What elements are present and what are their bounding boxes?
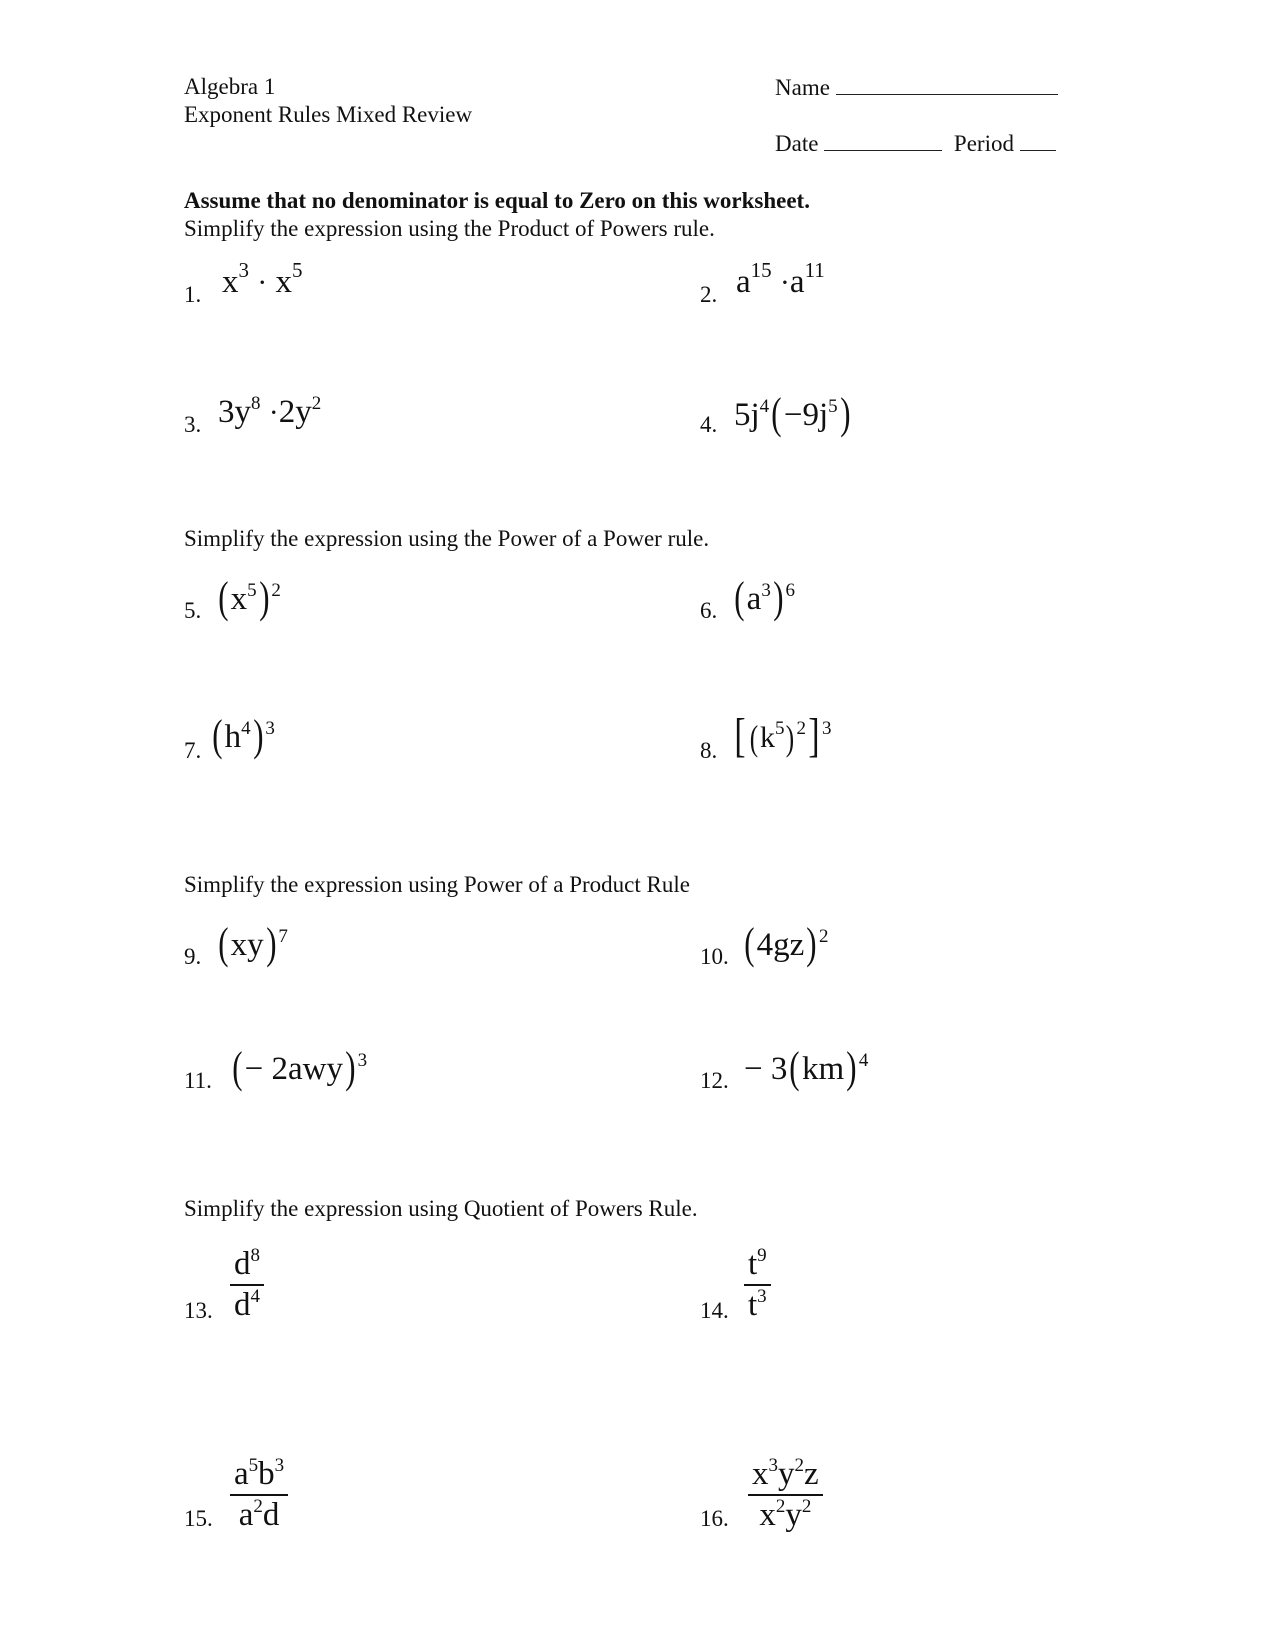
- date-label: Date: [775, 131, 819, 156]
- problem-14-expression: $\frac{t^9}{t^3}$: [744, 1246, 771, 1322]
- date-field[interactable]: [775, 130, 1056, 157]
- problem-11-expression: (− 2awy) $^3$: [232, 1043, 368, 1092]
- problem-2-number: 2.: [700, 282, 718, 307]
- problem-1-number: 1.: [184, 282, 202, 307]
- zero-denominator-notice: Assume that no denominator is equal to Zero on this worksheet.: [184, 188, 810, 213]
- problem-3-number: 3.: [184, 412, 202, 437]
- problem-6-number: 6.: [700, 598, 718, 623]
- problem-9-expression: (xy) $^7$: [218, 919, 288, 968]
- name-blank[interactable]: [836, 74, 1058, 95]
- problem-6-expression: $(a^3)$ $^6$: [734, 573, 795, 622]
- problem-5-expression: $(x^5)$ $^2$: [218, 573, 281, 622]
- problem-16-expression: $\frac{x^3y^2z}{x^2y^2}$: [748, 1456, 823, 1532]
- problem-14-number: 14.: [700, 1298, 729, 1323]
- problem-15-expression: $\frac{a^5b^3}{a^2d}$: [230, 1456, 288, 1532]
- problem-10-number: 10.: [700, 944, 729, 969]
- problem-8-expression: [ $(k^5)^2$] $^3$: [734, 709, 832, 762]
- problem-4-number: 4.: [700, 412, 718, 437]
- problem-11-number: 11.: [184, 1068, 212, 1093]
- problem-13-number: 13.: [184, 1298, 213, 1323]
- problem-1-expression: $x^3 \cdot x^5$: [222, 258, 303, 300]
- problem-13-expression: $\frac{d^8}{d^4}$: [230, 1246, 264, 1322]
- problem-15-number: 15.: [184, 1506, 213, 1531]
- problem-5-number: 5.: [184, 598, 202, 623]
- problem-10-expression: (4gz) $^2$: [744, 919, 829, 968]
- section-power-of-a-power: Simplify the expression using the Power of a Power rule.: [184, 526, 710, 551]
- problem-7-number: 7.: [184, 738, 202, 763]
- problem-4-expression: $5j^4(-9j^5)$: [734, 389, 851, 438]
- course-name: Algebra 1: [184, 74, 276, 99]
- problem-12-expression: − 3(km) $^4$: [744, 1043, 869, 1092]
- period-label: Period: [953, 131, 1014, 156]
- worksheet-title: Exponent Rules Mixed Review: [184, 102, 473, 127]
- section-product-of-powers: Simplify the expression using the Product of Powers rule.: [184, 216, 715, 241]
- problem-2-expression: $a^{15} \cdot a^{11}$: [736, 258, 825, 300]
- problem-9-number: 9.: [184, 944, 202, 969]
- section-quotient-of-powers: Simplify the expression using Quotient of Powers Rule.: [184, 1196, 698, 1221]
- problem-7-expression: $(h^4)$ $^3$: [212, 711, 275, 760]
- problem-12-number: 12.: [700, 1068, 729, 1093]
- name-label: Name: [775, 75, 830, 100]
- name-field[interactable]: [775, 74, 1058, 101]
- problem-16-number: 16.: [700, 1506, 729, 1531]
- period-blank[interactable]: [1020, 130, 1056, 151]
- section-power-of-a-product: Simplify the expression using Power of a Product Rule: [184, 872, 690, 897]
- date-blank[interactable]: [824, 130, 942, 151]
- problem-3-expression: $3y^8 \cdot 2y^2$: [218, 393, 322, 430]
- problem-8-number: 8.: [700, 738, 718, 763]
